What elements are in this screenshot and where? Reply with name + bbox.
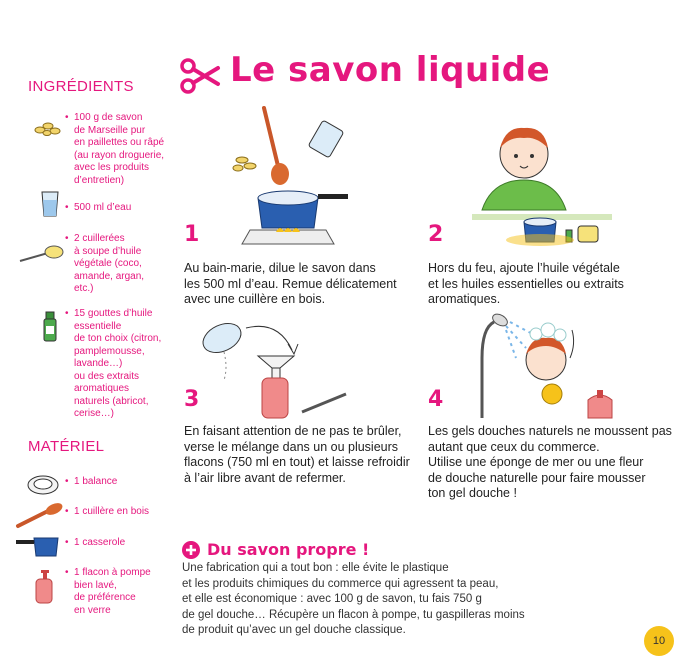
pump-bottle-icon xyxy=(34,570,54,604)
step-4-number: 4 xyxy=(428,387,444,412)
page-number-badge: 10 xyxy=(644,626,674,656)
step-4-text: Les gels douches naturels ne moussent pas autant que ceux du commerce. Utilise une éponge de mer ou une fleur de douche naturelle pour faire mousser ton gel douche ! xyxy=(428,424,672,500)
materiel-pump-bottle: • 1 flacon à pompe bien lavé, de préférence en verre xyxy=(65,567,151,616)
scissors-icon xyxy=(178,54,222,98)
step1-illustration xyxy=(228,106,348,246)
soap-flakes-icon xyxy=(34,118,62,136)
ingredients-heading: INGRÉDIENTS xyxy=(28,78,134,95)
step-3-number: 3 xyxy=(184,387,200,412)
scale-icon xyxy=(26,474,60,496)
materiel-saucepan: • 1 casserole xyxy=(65,537,126,548)
step-2-text: Hors du feu, ajoute l’huile végétale et les huiles essentielles ou extraits aromatiques. xyxy=(428,261,624,306)
wooden-spoon-icon xyxy=(16,502,64,528)
plus-icon xyxy=(182,541,200,559)
water-glass-icon xyxy=(40,190,60,218)
tip-title: Du savon propre ! xyxy=(207,540,370,559)
step3-illustration xyxy=(198,310,348,420)
essential-oil-bottle-icon xyxy=(42,312,58,342)
step-1-text: Au bain-marie, dilue le savon dans les 500 ml d’eau. Remue délicatement avec une cuillère en bois. xyxy=(184,261,397,306)
ingredient-essential-oil: • 15 gouttes d’huile essentielle de ton choix (citron, pamplemousse, lavande…) ou des extraits aromatiques naturels (abricot, cerise…) xyxy=(65,308,162,419)
tip-text: Une fabrication qui a tout bon : elle évite le plastique et les produits chimiques du commerce qui agressent ta peau, et elle est économique : avec 100 g de savon, tu fais 750 g de gel douche… Récupère un flacon à pompe, tu gaspilleras moins de produit qu’avec un gel douche classique. xyxy=(182,562,525,636)
materiel-scale: • 1 balance xyxy=(65,476,118,487)
materiel-spoon: • 1 cuillère en bois xyxy=(65,506,150,517)
step-2-number: 2 xyxy=(428,222,444,247)
step-1-number: 1 xyxy=(184,222,200,247)
saucepan-icon xyxy=(16,536,60,558)
step2-illustration xyxy=(462,118,612,248)
step-3-text: En faisant attention de ne pas te brûler, verse le mélange dans un ou plusieurs flacons (750 ml en tout) et laisse refroidir à l’air libre avant de refermer. xyxy=(184,424,410,485)
step4-illustration xyxy=(476,308,626,422)
oil-spoon-icon xyxy=(18,243,64,265)
ingredient-oil: • 2 cuillerées à soupe d’huile végétale (coco, amande, argan, etc.) xyxy=(65,233,145,294)
materiel-heading: MATÉRIEL xyxy=(28,438,105,455)
ingredient-soap: • 100 g de savon de Marseille pur en paillettes ou râpé (au rayon droguerie, avec les produits d’entretien) xyxy=(65,112,165,186)
ingredient-water: • 500 ml d’eau xyxy=(65,202,132,213)
page-title: Le savon liquide xyxy=(230,50,551,90)
